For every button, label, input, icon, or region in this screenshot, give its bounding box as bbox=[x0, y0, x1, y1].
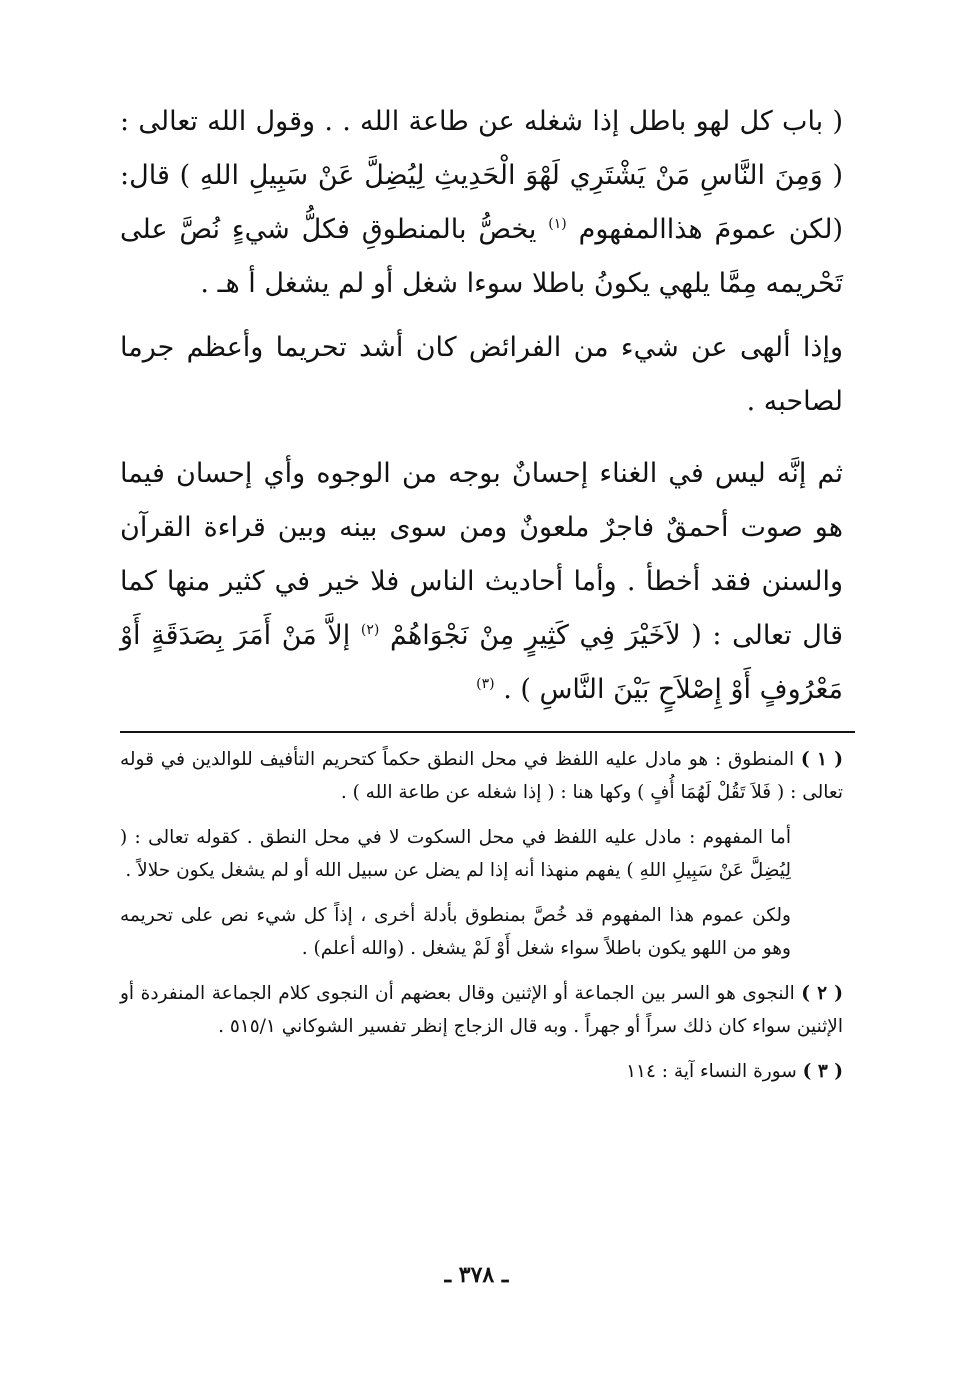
footnote-2-number: ( ٢ ) bbox=[801, 983, 843, 1004]
footnote-1-part-3: ولكن عموم هذا المفهوم قد خُصَّ بمنطوق بأدلة أخرى ، إذاً كل شيء نص على تحريمه وهو من اللهو يكون باطلاً سواء شغل أَوْ لَمْ يشغل . (والله أعلم) . bbox=[120, 905, 791, 959]
paragraph-2: وإذا ألهى عن شيء من الفرائض كان أشد تحريما وأعظم جرما لصاحبه . bbox=[120, 332, 843, 417]
page-number: ـ ٣٧٨ ـ bbox=[444, 1262, 509, 1288]
footnote-2-text: النجوى هو السر بين الجماعة أو الإثنين وقال بعضهم أن النجوى كلام الجماعة المنفردة أو الإثنين سواء كان ذلك سراً أو جهراً . وبه قال الزجاج إنظر تفسير الشوكاني ٥١٥/١ . bbox=[120, 983, 843, 1037]
footnote-ref-3[interactable]: (٣) bbox=[476, 676, 495, 692]
footnote-ref-1[interactable]: (١) bbox=[548, 216, 567, 232]
footnotes bbox=[120, 743, 843, 1088]
footnote-3 bbox=[120, 1055, 843, 1088]
footnote-ref-2[interactable]: (٢) bbox=[360, 622, 380, 638]
footnote-3-number: ( ٣ ) bbox=[802, 1061, 843, 1082]
footnote-1-part-2: أما المفهوم : مادل عليه اللفظ في محل السكوت لا في محل النطق . كقوله تعالى : ( لِيُضِلَّ عَنْ سَبِيلِ اللهِ ) يفهم منهذا أنه إذا لم يضل عن سبيل الله أو لم يشغل يكون حلالاً . bbox=[120, 827, 791, 881]
paragraph-1-text-a: ( باب كل لهو باطل إذا شغله عن طاعة الله . . وقول الله تعالى : ( وَمِنَ النَّاسِ مَنْ يَشْتَرِي لَهْوَ الْحَدِيثِ لِيُضِلَّ عَنْ سَبِيلِ اللهِ ) قال: (لكن عمومَ هذاالمفهوم bbox=[120, 106, 843, 245]
paragraph-1-text-b: يخصُّ بالمنطوقِ فكلُّ شيءٍ نُصَّ على تَحْريمه مِمَّا يلهي يكونُ باطلا سوءا شغل أو لم يشغل أ هـ . bbox=[120, 214, 843, 299]
footnote-1 bbox=[120, 743, 843, 809]
footnote-2 bbox=[120, 977, 843, 1043]
footnote-1-text: المنطوق : هو مادل عليه اللفظ في محل النطق حكماً كتحريم التأفيف للوالدين في قوله تعالى : ( فَلاَ تَقُلْ لَهُمَا أُفٍ ) وكها هنا : ( إذا شغله عن طاعة الله ) . bbox=[120, 749, 843, 803]
paragraph-3-text-a: ثم إنَّه ليس في الغناء إحسانٌ بوجه من الوجوه وأي إحسان فيما هو صوت أحمقٌ فاجرٌ ملعونٌ ومن سوى بينه وبين قراءة القرآن والسنن فقد أخطأ . وأما أحاديث الناس فلا خير في كثير منها كما قال تعالى : ( لاَخَيْرَ فِي كَثِيرٍ مِنْ نَجْوَاهُمْ bbox=[120, 458, 843, 651]
paragraph-3 bbox=[120, 447, 843, 717]
footnote-3-text: سورة النساء آية : ١١٤ bbox=[626, 1061, 797, 1082]
paragraph-3-text-b: إلاَّ مَنْ أَمَرَ بِصَدَقَةٍ أَوْ مَعْرُوفٍ أَوْ إِصْلاَحٍ بَيْنَ النَّاسِ ) . bbox=[120, 620, 843, 705]
footnote-divider bbox=[120, 731, 855, 733]
paragraph-1 bbox=[120, 95, 843, 311]
main-text bbox=[120, 95, 843, 717]
footnote-1-number: ( ١ ) bbox=[800, 749, 843, 770]
